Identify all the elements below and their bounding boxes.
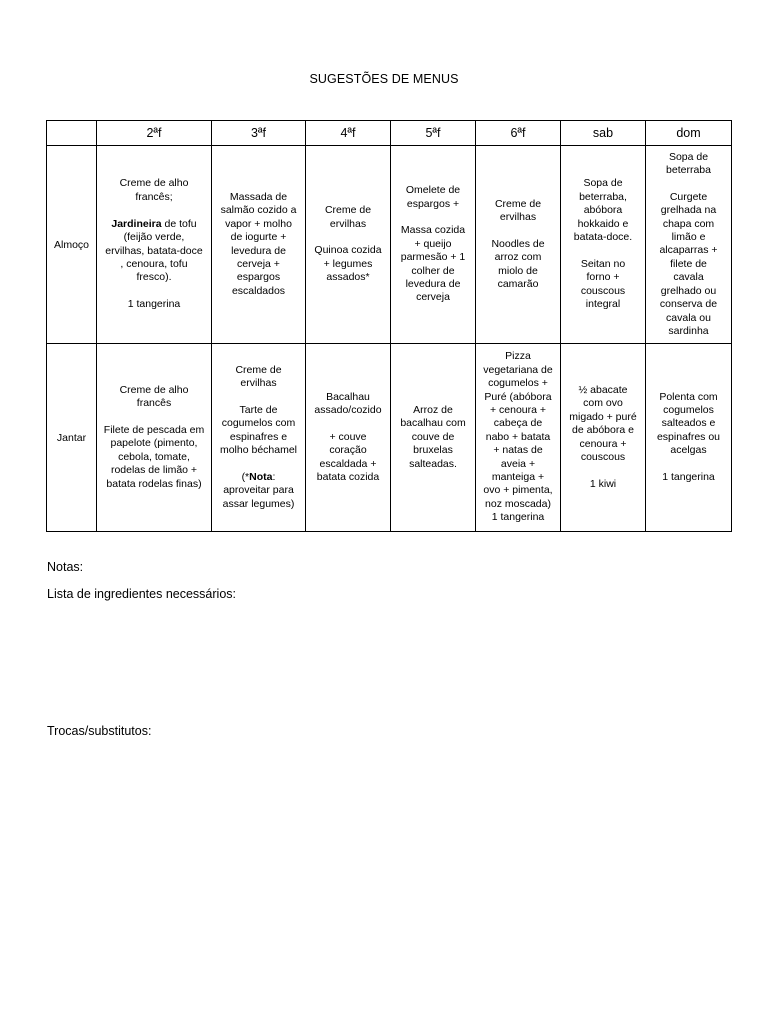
cell-line: rodelas de limão + <box>110 464 198 477</box>
cell-line: cenoura + <box>579 437 627 450</box>
cell-line <box>648 458 729 471</box>
cell-line: manteiga + <box>491 471 545 484</box>
cell-line: couscous <box>580 284 626 297</box>
cell-line: ½ abacate <box>578 383 628 396</box>
menu-cell <box>561 344 646 532</box>
ingredients-list-label: Lista de ingredientes necessários: <box>47 587 237 601</box>
page-title: SUGESTÕES DE MENUS <box>309 72 459 86</box>
cell-line: + cenoura + <box>489 403 547 416</box>
cell-line: molho béchamel <box>219 444 298 457</box>
cell-line: Quinoa cozida <box>314 244 382 257</box>
cell-line: de iogurte + <box>230 231 287 244</box>
cell-line: Creme de <box>324 204 372 217</box>
cell-line: 1 tangerina <box>662 471 715 483</box>
menu-cell <box>212 344 306 532</box>
cell-line: + couve <box>329 430 367 443</box>
cell-line: acelgas <box>670 444 707 457</box>
cell-line: escaldados <box>231 284 286 297</box>
day-header: sab <box>561 121 646 146</box>
menu-cell <box>391 344 476 532</box>
cell-line: Jardineira de tofu <box>111 217 197 230</box>
cell-line: ervilhas, batata-doce <box>105 244 203 257</box>
cell-line: hokkaido e <box>577 217 629 230</box>
cell-line: couve de <box>411 430 455 443</box>
cell-line: forno + <box>586 271 620 284</box>
cell-line: sardinha <box>668 324 709 337</box>
cell-line: batata cozida <box>316 471 380 483</box>
cell-line: + legumes <box>323 257 373 270</box>
cell-line: Creme de alho <box>119 177 189 190</box>
cell-line: chapa com <box>662 217 715 230</box>
cell-line: assar legumes) <box>222 497 295 510</box>
menu-table <box>46 120 732 532</box>
cell-line: Noodles de <box>491 237 545 250</box>
menu-cell <box>97 146 212 344</box>
cell-line: cebola, tomate, <box>118 450 190 463</box>
cell-line: espargos + <box>406 197 460 210</box>
cell-line: espargos <box>236 271 281 284</box>
cell-line <box>393 211 473 224</box>
cell-line: francês <box>136 397 172 410</box>
cell-line: espinafres ou <box>656 430 721 443</box>
cell-line: Pizza <box>505 350 531 363</box>
cell-line: Massa cozida <box>400 224 466 237</box>
day-header: 2ªf <box>97 121 212 146</box>
menu-cell <box>212 146 306 344</box>
cell-line: Omelete de <box>405 184 461 197</box>
cell-line <box>308 417 388 430</box>
cell-line: miolo de <box>498 264 538 277</box>
cell-line: + queijo <box>414 237 452 250</box>
cell-line: aproveitar para <box>223 484 294 497</box>
cell-line: couscous <box>580 450 626 463</box>
cell-line <box>214 458 303 471</box>
menu-cell <box>476 344 561 532</box>
cell-line <box>214 391 303 404</box>
cell-line: papelote (pimento, <box>110 437 198 450</box>
cell-line: ervilhas <box>499 210 537 223</box>
day-header: 6ªf <box>476 121 561 146</box>
cell-line: cogumelos + <box>488 377 548 390</box>
day-header: 3ªf <box>212 121 306 146</box>
cell-line <box>99 285 209 298</box>
cell-line: colher de <box>411 264 455 277</box>
menu-cell <box>646 344 732 532</box>
cell-line: vegetariana de <box>483 363 553 376</box>
day-header: dom <box>646 121 732 146</box>
cell-line: cerveja <box>416 291 450 304</box>
substitutes-label: Trocas/substitutos: <box>47 724 152 738</box>
cell-line: cogumelos com <box>221 417 296 430</box>
menu-cell <box>306 344 391 532</box>
cell-line: beterraba <box>666 164 711 177</box>
cell-line: salteados e <box>661 417 716 430</box>
cell-line: 1 tangerina <box>127 298 181 311</box>
cell-line: francês; <box>135 190 173 203</box>
menu-cell <box>391 146 476 344</box>
cell-line: espinafres e <box>229 430 288 443</box>
cell-line: 1 kiwi <box>589 477 617 490</box>
cell-line: Sopa de <box>583 177 623 190</box>
cell-line: Bacalhau <box>326 390 370 403</box>
cell-line: vapor + molho <box>225 217 292 230</box>
cell-line: batata-doce. <box>573 231 633 244</box>
cell-line: aveia + <box>500 457 536 470</box>
cell-line: bruxelas <box>413 444 453 457</box>
cell-line: ervilhas <box>240 377 277 390</box>
row-label-jantar: Jantar <box>47 344 97 532</box>
cell-line: fresco). <box>136 271 172 284</box>
cell-line: grelhada na <box>660 204 717 217</box>
cell-line: cavala ou <box>666 311 711 324</box>
cell-line <box>308 231 388 244</box>
menu-cell <box>97 344 212 532</box>
cell-line: assado/cozido <box>314 403 382 416</box>
cell-line: parmesão + 1 <box>400 251 466 264</box>
cell-line: (feijão verde, <box>123 231 185 244</box>
cell-line: levedura de <box>231 244 286 257</box>
cell-line: bacalhau com <box>400 417 466 430</box>
cell-line <box>648 177 729 190</box>
cell-line: coração <box>329 444 367 457</box>
cell-line <box>478 224 558 237</box>
cell-line: Massada de <box>229 190 288 203</box>
cell-line: cogumelos <box>663 403 714 416</box>
cell-line: , cenoura, tofu <box>120 257 188 270</box>
cell-line: cerveja + <box>237 257 280 270</box>
cell-line <box>99 411 209 424</box>
cell-line: cavala <box>673 271 704 284</box>
cell-line: com ovo <box>583 397 623 410</box>
corner-cell <box>47 121 97 146</box>
cell-line: limão e <box>671 231 706 244</box>
table-row-almoco <box>47 146 732 344</box>
menu-cell <box>646 146 732 344</box>
cell-line: noz moscada) <box>485 497 551 510</box>
cell-line: Tarte de <box>239 403 278 416</box>
cell-line: + natas de <box>493 444 543 457</box>
cell-line: integral <box>585 298 621 311</box>
day-header: 5ªf <box>391 121 476 146</box>
cell-line: ovo + pimenta, <box>483 484 553 497</box>
cell-line: Creme de <box>235 363 282 376</box>
cell-line: Creme de <box>494 197 542 210</box>
cell-line: grelhado ou <box>660 284 717 297</box>
cell-line: camarão <box>497 278 539 290</box>
cell-line: beterraba, <box>579 190 627 203</box>
cell-line: Puré (abóbora <box>484 390 552 403</box>
cell-line: ervilhas <box>329 217 367 230</box>
cell-line: filete de <box>670 257 707 270</box>
menu-cell <box>306 146 391 344</box>
cell-line: salteadas. <box>409 457 457 470</box>
cell-line: alcaparras + <box>659 244 718 257</box>
cell-line: abóbora <box>583 204 623 217</box>
day-header: 4ªf <box>306 121 391 146</box>
cell-line <box>99 204 209 217</box>
cell-line: 1 tangerina <box>491 511 545 524</box>
cell-line: Creme de alho <box>119 383 189 396</box>
cell-line: salmão cozido a <box>220 204 297 217</box>
cell-line: levedura de <box>405 278 461 290</box>
menu-cell <box>476 146 561 344</box>
cell-line: arroz com <box>494 251 542 264</box>
row-label-almoco: Almoço <box>47 146 97 344</box>
menu-cell <box>561 146 646 344</box>
cell-line: cabeça de <box>493 417 543 430</box>
cell-line: migado + puré <box>569 410 637 423</box>
cell-line: Arroz de <box>413 403 453 416</box>
table-row-jantar <box>47 344 732 532</box>
cell-line <box>563 464 643 477</box>
cell-line: Seitan no <box>580 257 626 270</box>
cell-line: escaldada + <box>319 457 377 470</box>
cell-line: Sopa de <box>668 150 709 163</box>
cell-line: de abóbora e <box>572 424 634 437</box>
cell-line: Polenta com <box>659 390 718 403</box>
cell-line: Filete de pescada em <box>103 424 205 437</box>
cell-line: assados* <box>326 271 370 284</box>
cell-line: Curgete <box>669 190 708 203</box>
cell-line: (*Nota: <box>241 471 276 483</box>
cell-line <box>563 245 643 258</box>
cell-line: conserva de <box>659 298 718 311</box>
cell-line: nabo + batata <box>485 430 551 443</box>
table-header-row <box>47 121 732 146</box>
notes-label: Notas: <box>47 560 84 574</box>
cell-line: batata rodelas finas) <box>106 477 202 490</box>
